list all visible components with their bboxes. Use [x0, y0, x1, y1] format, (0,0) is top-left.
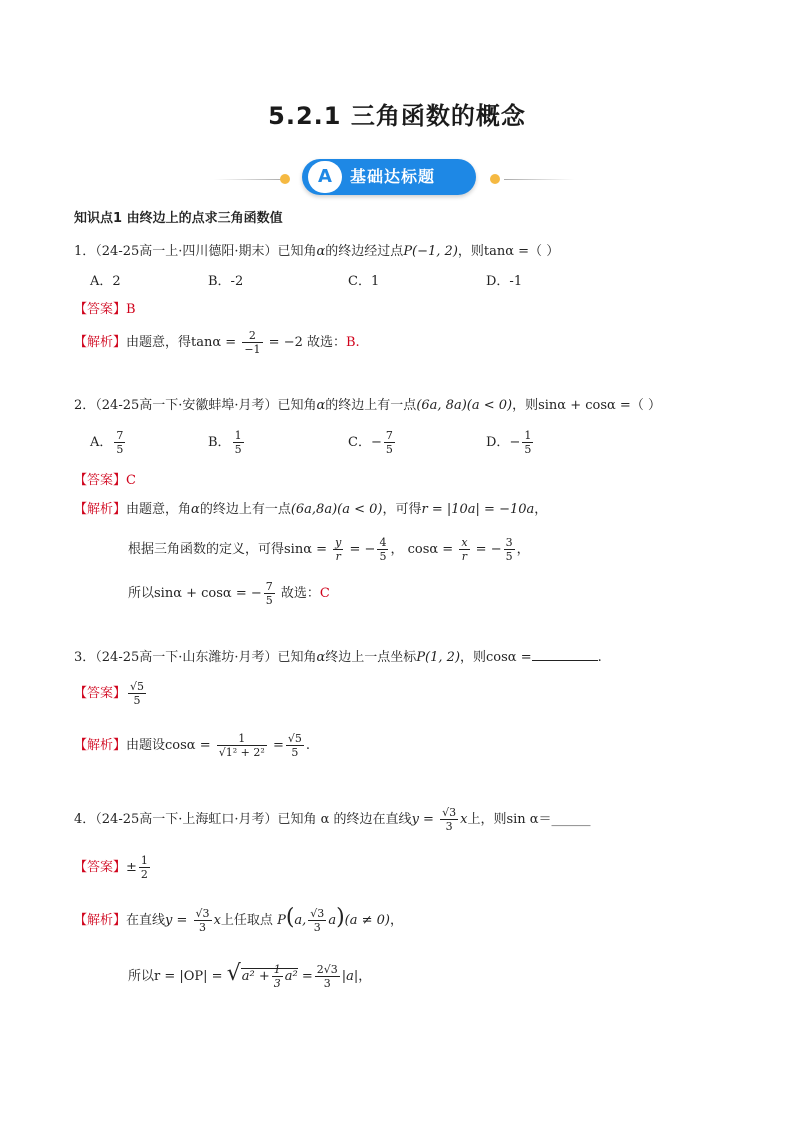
q2-a3-pre: 所以sinα + cosα = − [128, 586, 262, 601]
q4-analysis-line-1 [74, 900, 403, 939]
q4-a1-cond: (a ≠ 0) [344, 913, 390, 928]
q1-answer-value: B [126, 302, 136, 317]
banner-line-left [214, 179, 284, 180]
q2-a2-cos-val [504, 536, 515, 563]
frac-num: 1 [273, 963, 281, 976]
frac-den: 5 [116, 443, 124, 456]
q2-a1-tail: ，可得 [382, 502, 422, 517]
q2-a2-pre: 根据三角函数的定义，可得 [128, 542, 285, 557]
q2-a1-point: (6a,8a)(a < 0) [290, 502, 383, 517]
q4-a1-frac [194, 907, 212, 934]
frac-num: x [461, 536, 468, 549]
q4-a1-mid: 上任取点 [220, 913, 273, 928]
q1-fraction [242, 329, 262, 356]
paren-open: ( [285, 905, 295, 930]
frac-num: 1 [524, 429, 532, 442]
q2-analysis-line-2 [128, 534, 530, 566]
q1-point: P(−1, 2) [403, 244, 458, 259]
q2-option-c [348, 427, 397, 459]
frac-den: 5 [505, 550, 513, 563]
frac-den: 5 [265, 594, 273, 607]
q4-a2-vfrac [315, 963, 340, 990]
q2-tail: ，则sinα + cosα =（ ） [512, 398, 661, 413]
frac-den: 5 [379, 550, 387, 563]
q4-a2-radicand [241, 963, 298, 990]
alpha-symbol: α [316, 398, 326, 413]
q4-answer [74, 852, 152, 884]
q2-option-d-frac [522, 429, 533, 456]
q2-a1-end: ， [534, 502, 548, 517]
analysis-label: 【解析】 [74, 913, 127, 928]
q1-option-c: C．1 [348, 274, 380, 289]
frac-num: 1 [217, 732, 267, 746]
q2-a2-cos-eq: = − [475, 542, 502, 557]
banner-letter: A [308, 161, 342, 193]
q4-a1-pfrac [308, 907, 326, 934]
q1-mid: 的终边经过点 [325, 244, 404, 259]
frac-den: 5 [385, 443, 393, 456]
q2-option-d-sign: − [509, 435, 521, 450]
q2-a3-choice: C [319, 586, 330, 601]
q2-option-d-label: D． [486, 435, 510, 450]
frac-den: 3 [273, 977, 281, 990]
q3-point: P(1, 2) [416, 650, 461, 665]
question-4 [74, 804, 591, 836]
q2-option-b-label: B． [208, 435, 231, 450]
q2-option-d [486, 427, 535, 459]
q1-option-a: A．2 [90, 274, 121, 289]
q1-head: 1．（24-25高一上·四川德阳·期末）已知角 [74, 244, 317, 259]
banner-text: 基础达标题 [350, 167, 436, 186]
frac-num: 1 [234, 429, 242, 442]
q1-option-d: D．-1 [486, 274, 523, 289]
q1-option-b: B．-2 [208, 274, 244, 289]
page-title: 5.2.1 三角函数的概念 [268, 102, 526, 130]
q2-a3-post: 故选： [280, 586, 320, 601]
section-banner [214, 159, 574, 195]
q2-a2-sin-eq: = − [349, 542, 376, 557]
q3-analysis [74, 728, 310, 764]
frac-num: √3 [442, 806, 457, 819]
q4-a1-end: ， [390, 913, 404, 928]
q3-tail: ，则cosα = [460, 650, 532, 665]
q2-a1-r: r = |10a| = −10a [421, 502, 535, 517]
q2-point: (6a, 8a)(a < 0) [416, 398, 513, 413]
analysis-label: 【解析】 [74, 738, 127, 753]
q2-a1-mid: 的终边上有一点 [199, 502, 291, 517]
q2-a3-frac [264, 580, 275, 607]
analysis-label: 【解析】 [74, 335, 127, 350]
frac-den: 5 [291, 746, 299, 759]
frac-num: √3 [195, 907, 210, 920]
q4-a2-rad2: a² [284, 969, 298, 984]
q3-analysis-eq: = [272, 738, 284, 753]
q1-fraction-num: 2 [242, 329, 262, 343]
q4-a1-pb: a [328, 913, 337, 928]
q4-a2-eq: = [301, 969, 313, 984]
q2-mid: 的终边上有一点 [325, 398, 417, 413]
q3-answer-blank [532, 646, 598, 661]
banner-line-right [504, 179, 574, 180]
q2-option-c-label: C． [348, 435, 371, 450]
analysis-label: 【解析】 [74, 502, 127, 517]
q2-answer [74, 471, 136, 491]
q1-answer [74, 300, 136, 320]
q2-analysis-line-3 [128, 578, 330, 610]
answer-label: 【答案】 [74, 473, 127, 488]
q1-analysis-pre: 由题意，得tanα = [126, 335, 237, 350]
q4-a2-rad1: a² + [241, 969, 270, 984]
q3-analysis-end: . [305, 738, 310, 753]
q2-a2-end: ， [516, 542, 530, 557]
q4-a2-end: ， [358, 969, 372, 984]
frac-den: 3 [313, 921, 321, 934]
frac-den: 2 [140, 868, 148, 881]
frac-den: 5 [524, 443, 532, 456]
q2-a1-pre: 由题意，角 [126, 502, 192, 517]
q4-answer-pm: ± [126, 860, 137, 875]
q4-a1-P: P [277, 913, 286, 928]
frac-den: √1² + 2² [218, 746, 265, 759]
q4-a2-abs: |a| [341, 969, 359, 984]
q2-a2-sin: sinα = [284, 542, 328, 557]
section-heading: 知识点1 由终边上的点求三角函数值 [74, 211, 283, 226]
q4-a2-pre: 所以r = |OP| = [128, 969, 223, 984]
q4-line-x: x [460, 812, 468, 827]
answer-label: 【答案】 [74, 686, 127, 701]
frac-num: 2√3 [316, 963, 338, 976]
frac-num: y [335, 536, 342, 549]
frac-den: 3 [323, 977, 331, 990]
frac-num: √3 [310, 907, 325, 920]
q4-a1-pa: a, [294, 913, 307, 928]
q3-analysis-pre: 由题设cosα = [126, 738, 211, 753]
frac-num: 7 [116, 429, 124, 442]
frac-num: √5 [287, 732, 302, 745]
question-3 [74, 646, 602, 668]
q2-option-a [90, 427, 127, 459]
frac-den: 5 [133, 694, 141, 707]
question-1 [74, 242, 559, 262]
q1-fraction-den: −1 [244, 343, 261, 356]
q4-line-frac [440, 806, 458, 833]
frac-den: 5 [234, 443, 242, 456]
frac-num: 7 [265, 580, 273, 593]
q4-a1-pre: 在直线 [126, 913, 166, 928]
frac-num: √5 [130, 680, 145, 693]
banner-dot-left [280, 174, 290, 184]
q2-a2-sin-frac [333, 536, 343, 563]
q2-option-c-sign: − [370, 435, 382, 450]
q3-answer [74, 676, 148, 712]
frac-den: 3 [445, 820, 453, 833]
frac-den: 3 [199, 921, 207, 934]
q3-end: . [597, 650, 602, 665]
q1-tail: ，则tanα =（ ） [457, 244, 560, 259]
q2-option-a-label: A． [90, 435, 113, 450]
q4-a1-y: y = [165, 913, 188, 928]
frac-num: 1 [140, 854, 148, 867]
q2-a2-sin-val [377, 536, 388, 563]
q2-answer-value: C [126, 473, 136, 488]
q3-head: 3．（24-25高一下·山东潍坊·月考）已知角 [74, 650, 317, 665]
q4-answer-frac [139, 854, 150, 881]
q4-tail: 上，则sin α＝______ [467, 812, 591, 827]
alpha-symbol: α [316, 244, 326, 259]
paren-close: ) [336, 905, 345, 930]
q2-option-a-frac [114, 429, 125, 456]
sqrt-sign: √ [226, 961, 241, 986]
frac-num: 4 [379, 536, 387, 549]
q3-mid: 终边上一点坐标 [325, 650, 417, 665]
q4-analysis-line-2 [128, 956, 371, 995]
q3-answer-frac [128, 680, 146, 707]
q3-analysis-frac [217, 732, 267, 759]
q2-option-b [208, 427, 246, 459]
banner-pill [302, 159, 476, 195]
q2-head: 2．（24-25高一下·安徽蚌埠·月考）已知角 [74, 398, 317, 413]
frac-den: r [335, 550, 341, 563]
q3-analysis-val [286, 732, 304, 759]
q4-line-y: y = [411, 812, 434, 827]
q2-a2-cos: ， cosα = [390, 542, 454, 557]
frac-den: r [461, 550, 468, 563]
alpha-symbol: α [191, 502, 200, 517]
frac-num: 3 [505, 536, 513, 549]
frac-num: 7 [385, 429, 393, 442]
banner-dot-right [490, 174, 500, 184]
q1-analysis-post: = −2 故选： [268, 335, 346, 350]
q2-option-c-frac [384, 429, 395, 456]
q4-a2-rfrac [272, 963, 283, 990]
question-2 [74, 396, 661, 416]
q1-analysis [74, 328, 360, 358]
answer-label: 【答案】 [74, 302, 127, 317]
q2-a2-cos-frac [459, 536, 469, 563]
q1-analysis-choice: B. [346, 335, 360, 350]
answer-label: 【答案】 [74, 860, 127, 875]
q2-analysis-line-1 [74, 500, 547, 520]
q4-a1-x: x [213, 913, 221, 928]
q4-head: 4．（24-25高一下·上海虹口·月考）已知角 α 的终边在直线 [74, 812, 412, 827]
alpha-symbol: α [316, 650, 326, 665]
q2-option-b-frac [233, 429, 244, 456]
